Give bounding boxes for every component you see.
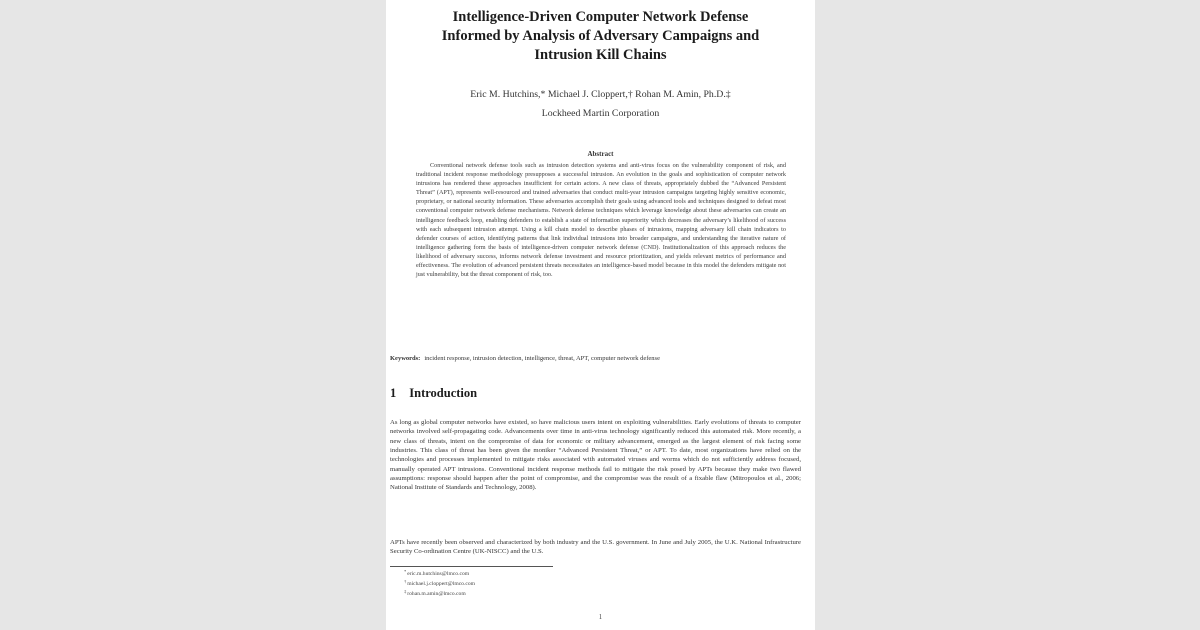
footnote-divider bbox=[390, 566, 553, 567]
footnotes bbox=[404, 568, 475, 598]
footnote-1 bbox=[404, 568, 475, 578]
keywords bbox=[390, 355, 811, 362]
footnote-email: rohan.m.amin@lmco.com bbox=[407, 591, 466, 597]
footnote-mark: † bbox=[404, 579, 407, 584]
section-title: Introduction bbox=[409, 386, 478, 400]
abstract-heading: Abstract bbox=[587, 150, 614, 158]
affiliation: Lockheed Martin Corporation bbox=[541, 108, 660, 119]
footnote-mark: ‡ bbox=[404, 589, 407, 594]
page-number: 1 bbox=[598, 614, 603, 621]
abstract-text: Conventional network defense tools such as intrusion detection systems and anti-virus focus on the vulnerability component of risk, and traditional incident response methodology presupposes a successful intrusion. An evolution in the goals and sophistication of computer network intrusions has rendered these approaches insufficient for certain actors. A new class of threats, appropriately dubbed the “Advanced Persistent Threat” (APT), represents well-resourced and trained adversaries that conduct multi-year intrusion campaigns targeting highly sensitive economic, proprietary, or national security information. These adversaries accomplish their goals using advanced tools and techniques designed to defeat most conventional computer network defense mechanisms. Network defense techniques which leverage knowledge about these adversaries can create an intelligence feedback loop, enabling defenders to establish a state of information superiority which decreases the adversary’s likelihood of success with each subsequent intrusion attempt. Using a kill chain model to describe phases of intrusions, mapping adversary kill chain indicators to defender courses of action, identifying patterns that link individual intrusions into broader campaigns, and understanding the iterative nature of intelligence gathering form the basis of intelligence-driven computer network defense (CND). Institutionalization of this approach reduces the likelihood of adversary success, informs network defense investment and resource prioritization, and yields relevant metrics of performance and effectiveness. The evolution of advanced persistent threats necessitates an intelligence-based model because in this model the defenders mitigate not just vulnerability, but the threat component of risk, too. bbox=[416, 162, 786, 279]
body-paragraph-1: As long as global computer networks have existed, so have malicious users intent on exploiting vulnerabilities. Early evolutions of threats to computer networks involved self-propagating code. Advancements over time in anti-virus technology significantly reduced this automated risk. More recently, a new class of threats, intent on the compromise of data for economic or military advancement, emerged as the largest element of risk facing some industries. This class of threat has been given the moniker “Advanced Persistent Threat,” or APT. To date, most organizations have relied on the technologies and processes implemented to mitigate risks associated with automated viruses and worms which do not sufficiently address focused, manually operated APT intrusions. Conventional incident response methods fail to mitigate the risk posed by APTs because they make two flawed assumptions: response should happen after the point of compromise, and the compromise was the result of a fixable flaw (Mitropoulos et al., 2006; National Institute of Standards and Technology, 2008). bbox=[390, 419, 801, 492]
title-line-1: Intelligence-Driven Computer Network Defense bbox=[452, 9, 749, 25]
title-line-3: Intrusion Kill Chains bbox=[534, 47, 667, 63]
paper-page bbox=[386, 0, 815, 630]
section-heading bbox=[390, 386, 477, 401]
footnote-email: michael.j.cloppert@lmco.com bbox=[407, 581, 475, 587]
section-number: 1 bbox=[390, 386, 397, 400]
body-paragraph-2: APTs have recently been observed and characterized by both industry and the U.S. government. In June and July 2005, the U.K. National Infrastructure Security Co-ordination Centre (UK-NISCC) and the U.S. bbox=[390, 539, 801, 556]
footnote-email: eric.m.hutchins@lmco.com bbox=[407, 571, 470, 577]
paper-title bbox=[386, 8, 815, 65]
footnote-3 bbox=[404, 588, 475, 598]
footnote-2 bbox=[404, 578, 475, 588]
title-line-2: Informed by Analysis of Adversary Campaigns and bbox=[441, 28, 760, 44]
keywords-text: incident response, intrusion detection, intelligence, threat, APT, computer network defense bbox=[424, 355, 660, 362]
author-list: Eric M. Hutchins,* Michael J. Cloppert,† Rohan M. Amin, Ph.D.‡ bbox=[470, 89, 731, 100]
footnote-mark: * bbox=[404, 569, 407, 574]
keywords-label: Keywords: bbox=[390, 355, 421, 362]
